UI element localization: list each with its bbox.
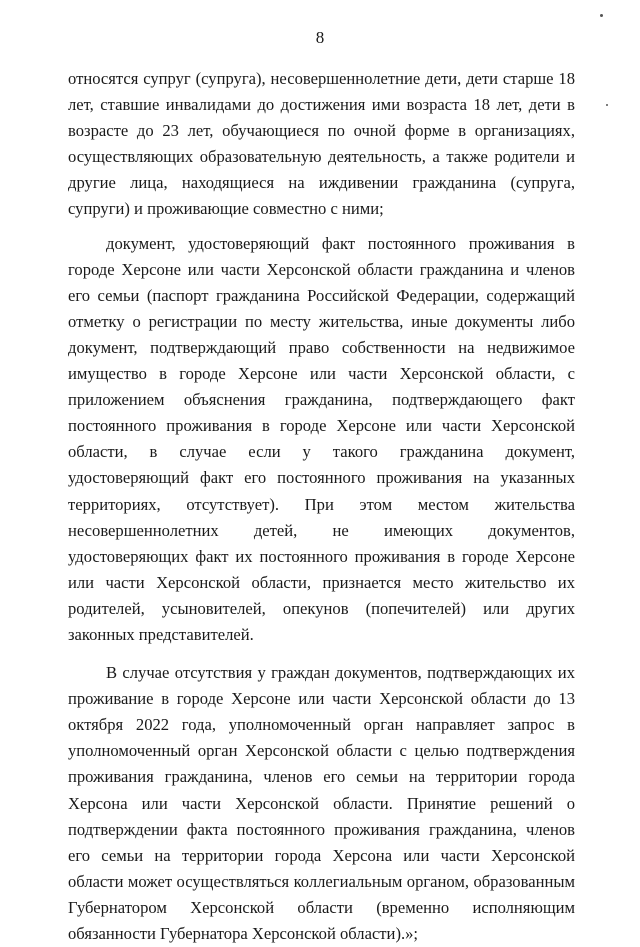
paragraph-family-members: относятся супруг (супруга), несовершеннолетние дети, дети старше 18 лет, ставшие инвалидами до достижения ими возраста 18 лет, дети в возрасте до 23 лет, обучающиеся по очной форме в организациях, осуществляющих образовательную деятельность, а также родители и другие лица, находящиеся на иждивении гражданина (супруга, супруги) и проживающие совместно с ними; (68, 69, 575, 219)
document-body (68, 66, 575, 947)
scan-speck (600, 14, 603, 17)
page-number: 8 (315, 28, 325, 47)
paragraph-missing-documents: В случае отсутствия у граждан документов, подтверждающих их проживание в городе Херсоне или части Херсонской области до 13 октября 2022 года, уполномоченный орган направляет запрос в уполномоченный орган Херсонской области с целью подтверждения проживания гражданина, членов его семьи на территории города Херсона или части Херсонской области. Принятие решений о подтверждении факта постоянного проживания гражданина, членов его семьи на территории города Херсона или части Херсонской области может осуществляться коллегиальным органом, образованным Губернатором Херсонской области (временно исполняющим обязанности Губернатора Херсонской области).»; (68, 663, 575, 943)
scan-speck (606, 104, 608, 106)
paragraph-residence-document: документ, удостоверяющий факт постоянного проживания в городе Херсоне или части Херсонской области гражданина и членов его семьи (паспорт гражданина Российской Федерации, содержащий отметку о регистрации по месту жительства, иные документы либо документ, подтверждающий право собственности на недвижимое имущество в городе Херсоне или части Херсонской области, с приложением объяснения гражданина, подтверждающего факт постоянного проживания в городе Херсоне или части Херсонской области, в случае если у такого гражданина документ, удостоверяющий факт его постоянного проживания на указанных территориях, отсутствует). При этом местом жительства несовершеннолетних детей, не имеющих документов, удостоверяющих факт их постоянного проживания в городе Херсоне или части Херсонской области, признается место жительство их родителей, усыновителей, опекунов (попечителей) или других законных представителей. (68, 233, 575, 644)
